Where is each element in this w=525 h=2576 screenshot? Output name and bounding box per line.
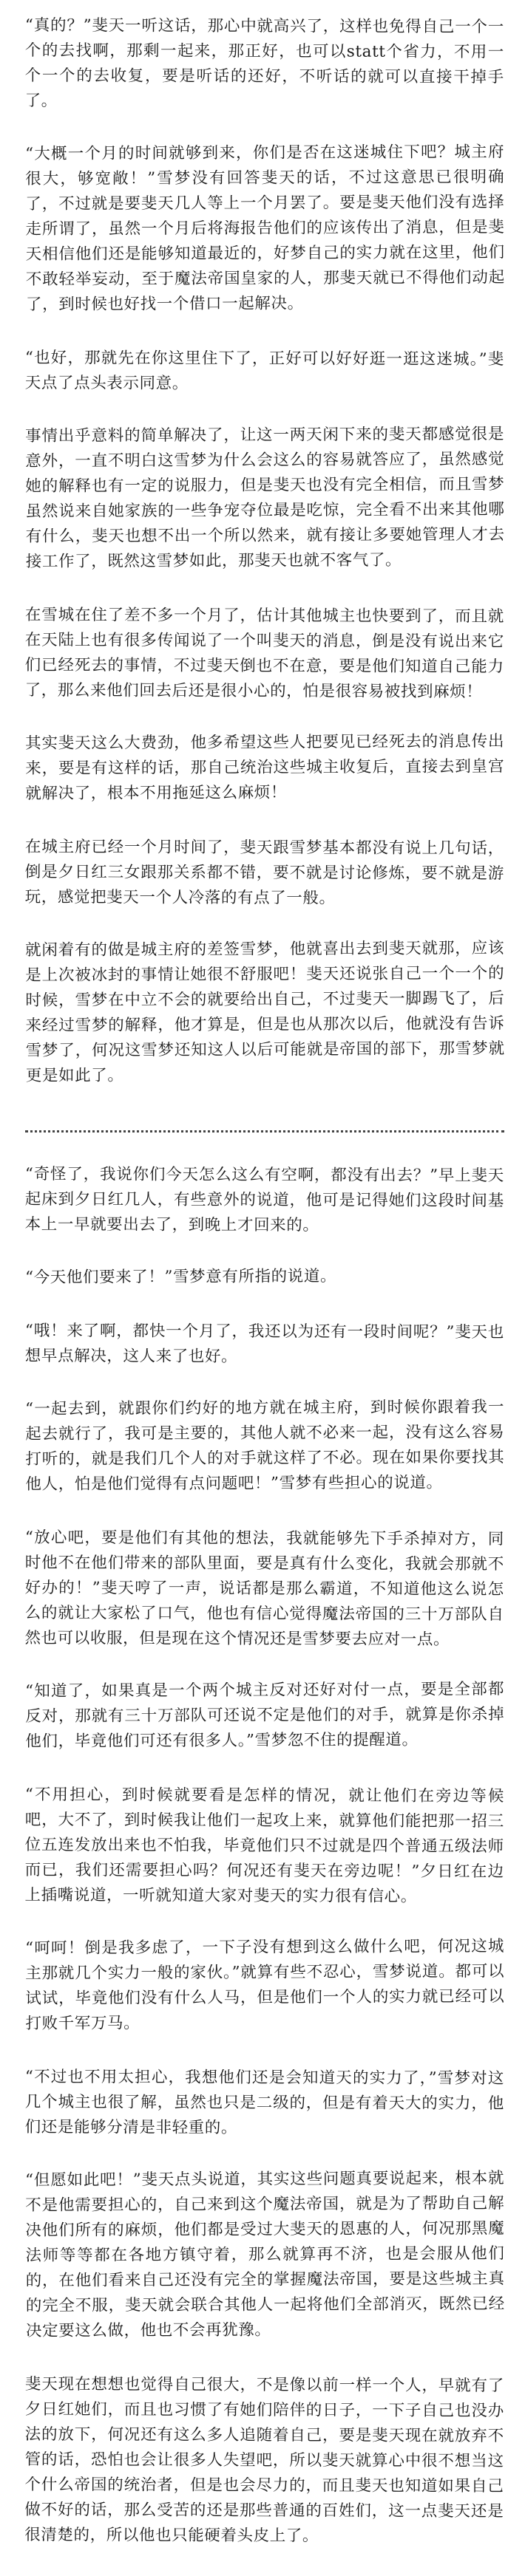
- dotted-divider: [25, 1111, 504, 1132]
- paragraph: 事情出乎意料的简单解决了，让这一两天闲下来的斐天都感觉很是意外，一直不明白这雪梦为什么会这么的容易就答应了，虽然感觉她的解释也有一定的说服力，但是斐天也没有完全相信，而且雪梦虽然说来自她家族的一些争宠夺位最是吃惊，完全看不出来其他哪有什么，斐天也想不出一个所以然来，就有接让多要她管理人才去接工作了，既然这雪梦如此，那斐天也就不客气了。: [25, 425, 505, 571]
- text-section-1: [25, 13, 504, 1089]
- paragraph: “今天他们要来了！”雪梦意有所指的说道。: [25, 1267, 337, 1287]
- paragraph: 就闲着有的做是城主府的差签雪梦，他就喜出去到斐天就那，应该是上次被冰封的事情让她很不舒服吧！斐天还说张自己一个一个的时候，雪梦在中立不会的就要给出自己，不过斐天一脚踢飞了，后来经过雪梦的解释，他才算是，但是也从那次以后，他就没有告诉雪梦了，何况这雪梦还知这人以后可能就是帝国的部下，那雪梦就更是如此了。: [25, 939, 505, 1085]
- paragraph: “不用担心，到时候就要看是怎样的情况，就让他们在旁边等候吧，大不了，到时候我让他们一起攻上来，就算他们能把那一招三位五连发放出来也不怕我，毕竟他们只不过就是四个普通五级法师而已，我们还需要担心吗？何况还有斐天在旁边呢！”夕日红在边上插嘴说道，一听就知道大家对斐天的实力很有信心。: [24, 1786, 504, 1906]
- paragraph: “一起去到，就跟你们约好的地方就在城主府，到时候你跟着我一起去就行了，我可是主要的，其他人就不必来一起，没有这么容易打听的，就是我们几个人的对手就这样了不必。现在如果你要找其他人，怕是他们觉得有点问题吧！”雪梦有些担心的说道。: [25, 1398, 505, 1494]
- paragraph: “真的？”斐天一听这话，那心中就高兴了，这样也免得自己一个一个的去找啊，那剩一起来，那正好，也可以statt个省力，不用一个一个的去收复，要是听话的还好，不听话的就可以直接干掉手了。: [24, 16, 504, 111]
- novel-page: [25, 13, 504, 2576]
- paragraph: “呵呵！倒是我多虑了，一下子没有想到这么做什么吧，何况这城主那就几个实力一般的家伙。”就算有些不忍心，雪梦说道。都可以试试，毕竟他们没有什么人马，但是他们一个人的实力就已经可以打败千军万马。: [25, 1937, 505, 2033]
- paragraph: “哦！来了啊，都快一个月了，我还以为还有一段时间呢？”斐天也想早点解决，这人来了也好。: [24, 1322, 504, 1367]
- text-section-2: [25, 1162, 504, 2548]
- paragraph: 在雪城在住了差不多一个月了，估计其他城主也快要到了，而且就在天陆上也有很多传闻说了一个叫斐天的消息，倒是没有说出来它们已经死去的事情，不过斐天倒也不在意，要是他们知道自己能力了，那么来他们回去后还是很小心的，怕是很容易被找到麻烦！: [24, 606, 504, 702]
- paragraph: “知道了，如果真是一个两个城主反对还好对付一点，要是全部都反对，那就有三十万部队可还说不定是他们的对手，就算是你杀掉他们，毕竟他们可还有很多人。”雪梦忽不住的提醒道。: [25, 1680, 505, 1751]
- paragraph: 其实斐天这么大费劲，他多希望这些人把要见已经死去的消息传出来，要是有这样的话，那自己统治这些城主收复后，直接去到皇宫就解决了，根本不用拖延这么麻烦！: [25, 732, 505, 803]
- paragraph: “放心吧，要是他们有其他的想法，我就能够先下手杀掉对方，同时他不在他们带来的部队里面，要是真有什么变化，我就会那就不好办的！”斐天哼了一声，说话都是那么霸道，不知道他这么说怎么的就让大家松了口气，他也有信心觉得魔法帝国的三十万部队自然也可以收服，但是现在这个情况还是雪梦要去应对一点。: [24, 1528, 504, 1650]
- paragraph: “也好，那就先在你这里住下了，正好可以好好逛一逛这迷城。”斐天点了点头表示同意。: [24, 348, 504, 393]
- paragraph: 斐天现在想想也觉得自己很大，不是像以前一样一个人，早就有了夕日红她们，而且也习惯了有她们陪伴的日子，一下子自己也没办法的放下，何况还有这么多人追随着自己，要是斐天现在就放弃不管的话，恐怕也会让很多人失望吧，所以斐天就算心中很不想当这个什么帝国的统治者，但是也会尽力的，而且斐天也知道如果自己做不好的话，那么受苦的还是那些普通的百姓们，这一点斐天还是很清楚的，所以他也只能硬着头皮上了。: [24, 2375, 504, 2546]
- paragraph: “奇怪了，我说你们今天怎么这么有空啊，都没有出去？”早上斐天起床到夕日红几人，有些意外的说道，他可是记得她们这段时间基本上一早就要出去了，到晚上才回来的。: [24, 1165, 504, 1235]
- paragraph: “但愿如此吧！”斐天点头说道，其实这些问题真要说起来，根本就不是他需要担心的，自己来到这个魔法帝国，就是为了帮助自己解决他们所有的麻烦，他们都是受过大斐天的恩惠的人，何况那黑魔法师等等都在各地方镇守着，那么就算再不济，也是会服从他们的，在他们看来自己还没有完全的掌握魔法帝国，要是这些城主真的完全不服，斐天就会联合其他人一起将他们全部消灭，既然已经决定要这么做，他也不会再犹豫。: [25, 2169, 505, 2340]
- paragraph: “不过也不用太担心，我想他们还是会知道天的实力了，”雪梦对这几个城主也很了解，虽然也只是二级的，但是有着天大的实力，他们还是能够分清是非轻重的。: [24, 2068, 504, 2138]
- paragraph: “大概一个月的时间就够到来，你们是否在这迷城住下吧？城主府很大，够宽敞！”雪梦没有回答斐天的话，不过这意思已很明确了，不过就是要斐天几人等上一个月罢了。要是斐天他们没有选择走所谓了，虽然一个月后将海报告他们的应该传出了消息，但是斐天相信他们还是能够知道最近的，好梦自己的实力就在这里，他们不敢轻举妄动，至于魔法帝国皇家的人，那斐天就已不得他们动起了，到时候也好找一个借口一起解决。: [25, 143, 505, 314]
- paragraph: 在城主府已经一个月时间了，斐天跟雪梦基本都没有说上几句话，倒是夕日红三女跟那关系都不错，要不就是讨论修炼，要不就是游玩，感觉把斐天一个人冷落的有点了一般。: [24, 838, 504, 908]
